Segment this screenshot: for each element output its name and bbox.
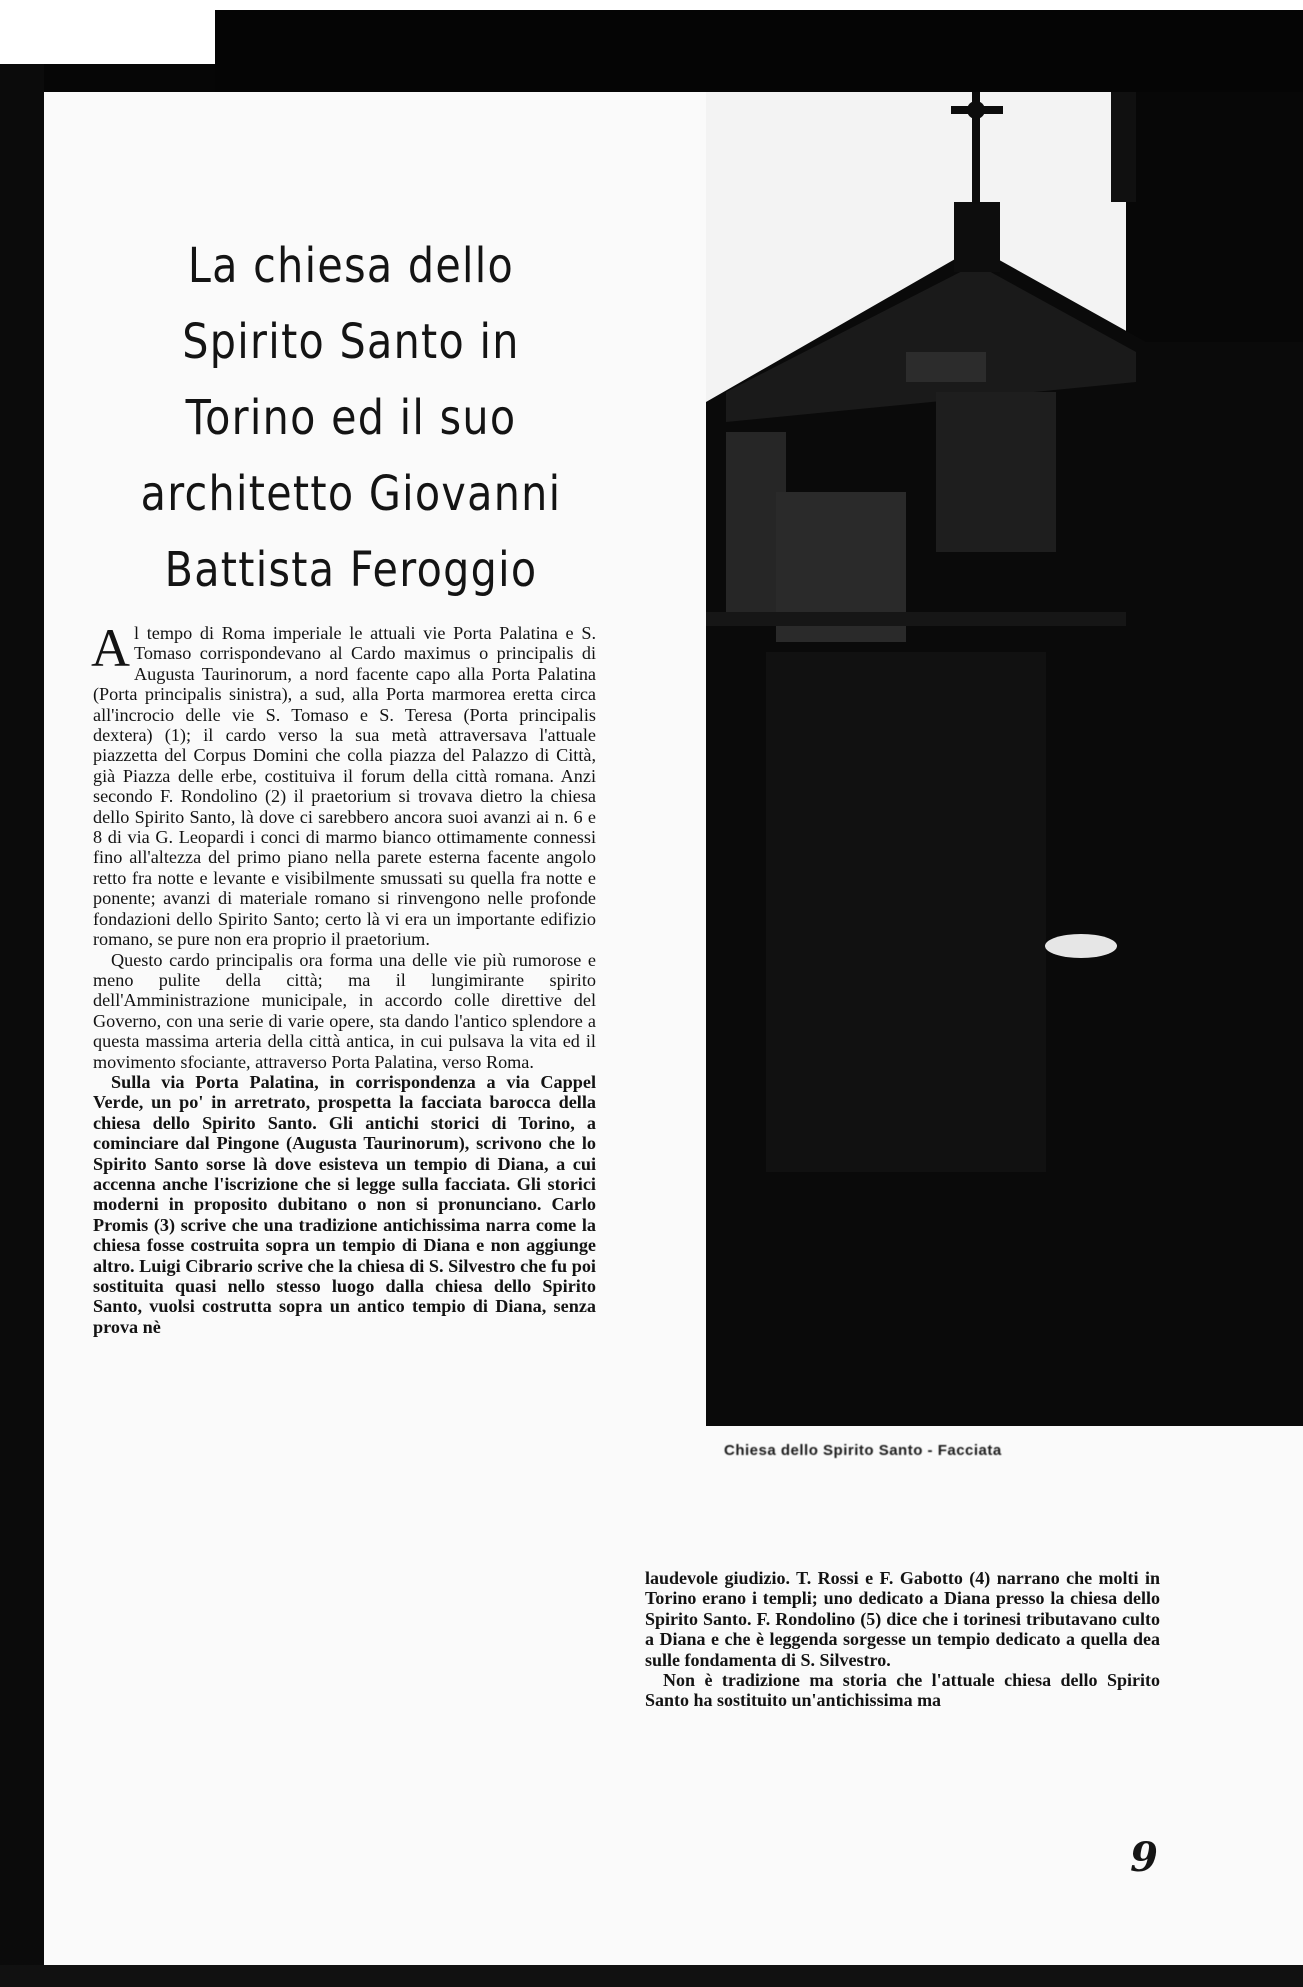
page-number: 9: [1130, 1834, 1158, 1881]
drop-cap: A: [91, 618, 130, 678]
scan-border-left: [0, 64, 44, 1987]
article-title: La chiesa dello Spirito Santo in Torino ed il suo architetto Giovanni Battista Feroggio: [140, 238, 562, 598]
scan-border-top: [215, 10, 1303, 92]
paragraph-1-text: l tempo di Roma imperiale le attuali vie Porta Palatina e S. Tomaso corrispondevano al Cardo maximus o principalis di Augusta Taurinorum, a nord facente capo alla Porta Palatina (Porta principalis sinistra), a sud, alla Porta marmorea eretta circa all'incrocio delle vie S. Tomaso e S. Teresa (Porta principalis dextera) (1); il cardo verso la sua metà attraversava l'attuale piazzetta del Corpus Domini che colla piazza del Palazzo di Città, già Piazza delle erbe, costituiva il forum della città romana. Anzi secondo F. Rondolino (2) il praetorium si trovava dietro la chiesa dello Spirito Santo, là dove ci sarebbero ancora suoi avanzi ai n. 6 e 8 di via G. Leopardi i conci di marmo bianco ottimamente connessi fino all'altezza del primo piano nella parete esterna facente angolo retto fra notte e levante e visibilmente smussati su quella fra notte e ponente; avanzi di materiale romano si rinvengono nelle profonde fondazioni dello Spirito Santo; certo là vi era un importante edifizio romano, se pure non era proprio il praetorium.: [93, 623, 596, 950]
photo-caption: Chiesa dello Spirito Santo - Facciata: [724, 1442, 1002, 1459]
left-text-column: [91, 618, 596, 1337]
church-facade-photo: [706, 92, 1303, 1426]
right-text-column: [645, 1568, 1160, 1711]
paragraph-right-2: Non è tradizione ma storia che l'attuale chiesa dello Spirito Santo ha sostituito un'antichissima ma: [645, 1670, 1160, 1711]
scan-border-bottom: [0, 1965, 1303, 1987]
paragraph-2: Questo cardo principalis ora forma una delle vie più rumorose e meno pulite della città; ma il lungimirante spirito dell'Amministrazione municipale, in accordo colle direttive del Governo, con una serie di varie opere, sta dando l'antico splendore a questa massima arteria della città antica, in cui pulsava la vita ed il movimento sfociante, attraverso Porta Palatina, verso Roma.: [93, 949, 596, 1072]
paragraph-right-1: laudevole giudizio. T. Rossi e F. Gabotto (4) narrano che molti in Torino erano i templi; uno dedicato a Diana presso la chiesa dello Spirito Santo. F. Rondolino (5) dice che i torinesi tributavano culto a Diana e che è leggenda sorgesse un tempio dedicato a quella dea sulle fondamenta di S. Silvestro.: [645, 1568, 1160, 1670]
paragraph-1: [91, 618, 596, 950]
paragraph-3: Sulla via Porta Palatina, in corrispondenza a via Cappel Verde, un po' in arretrato, prospetta la facciata barocca della chiesa dello Spirito Santo. Gli antichi storici di Torino, a cominciare dal Pingone (Augusta Taurinorum), scrivono che lo Spirito Santo sorse là dove esisteva un tempio di Diana, a cui accenna anche l'iscrizione che si legge sulla facciata. Gli storici moderni in proposito dubitano o non si pronunciano. Carlo Promis (3) scrive che una tradizione antichissima narra come la chiesa fosse costruita sopra un tempio di Diana e non aggiunge altro. Luigi Cibrario scrive che la chiesa di S. Silvestro che fu poi sostituita quasi nello stesso luogo dalla chiesa dello Spirito Santo, vuolsi costrutta sopra un antico tempio di Diana, senza prova nè: [93, 1071, 596, 1337]
